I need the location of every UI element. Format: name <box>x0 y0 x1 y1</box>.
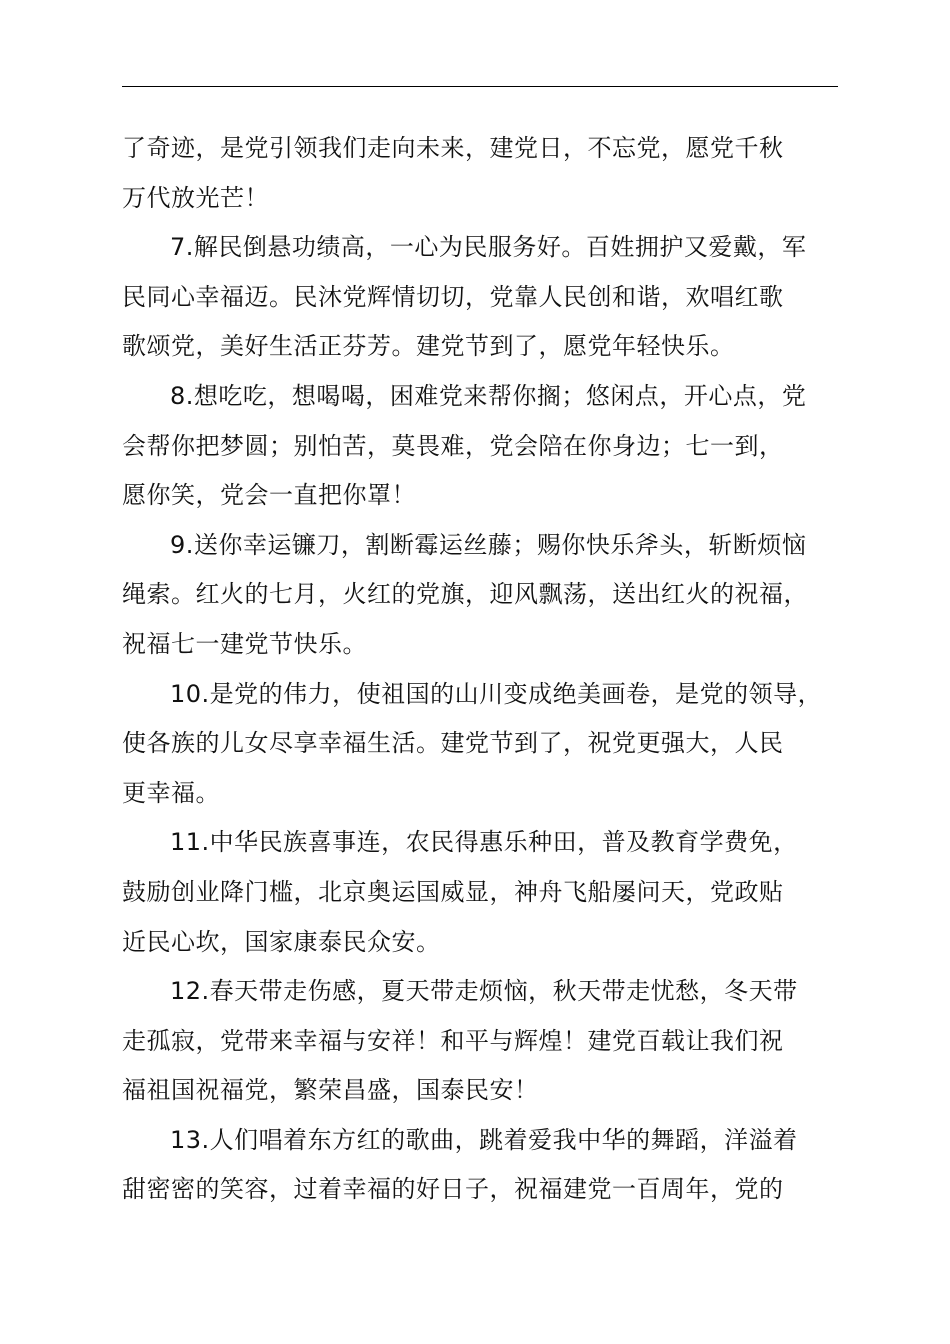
text-line: 会帮你把梦圆；别怕苦，莫畏难，党会陪在你身边；七一到， <box>122 431 784 460</box>
text-line: 了奇迹，是党引领我们走向未来，建党日，不忘党，愿党千秋 <box>122 134 784 162</box>
paragraph-p-10 <box>122 670 862 819</box>
text-line: 歌颂党，美好生活正芬芳。建党节到了，愿党年轻快乐。 <box>122 332 735 361</box>
text-line: 祝福七一建党节快乐。 <box>122 629 367 658</box>
text-line: 万代放光芒！ <box>122 183 269 212</box>
text-line: 7.解民倒悬功绩高，一心为民服务好。百姓拥护又爱戴，军 <box>170 233 807 262</box>
text-line: 走孤寂，党带来幸福与安祥！和平与辉煌！建党百载让我们祝 <box>122 1026 784 1055</box>
text-line: 福祖国祝福党，繁荣昌盛，国泰民安！ <box>122 1076 539 1105</box>
text-line: 9.送你幸运镰刀，割断霉运丝藤；赐你快乐斧头，斩断烦恼 <box>170 530 807 559</box>
text-line: 13.人们唱着东方红的歌曲，跳着爱我中华的舞蹈，洋溢着 <box>170 1125 798 1154</box>
header-rule <box>122 86 838 87</box>
text-line: 10.是党的伟力，使祖国的山川变成绝美画卷，是党的领导， <box>170 679 823 708</box>
document-body <box>122 124 862 1215</box>
paragraph-p-7 <box>122 223 862 372</box>
paragraph-p-8 <box>122 372 862 521</box>
text-line: 愿你笑，党会一直把你罩！ <box>122 481 416 510</box>
paragraph-p-13 <box>122 1116 862 1215</box>
text-line: 民同心幸福迈。民沐党辉情切切，党靠人民创和谐，欢唱红歌 <box>122 282 784 311</box>
text-line: 8.想吃吃，想喝喝，困难党来帮你搁；悠闲点，开心点，党 <box>170 381 807 410</box>
paragraph-p-12 <box>122 967 862 1116</box>
text-line: 12.春天带走伤感，夏天带走烦恼，秋天带走忧愁，冬天带 <box>170 977 798 1006</box>
text-line: 近民心坎，国家康泰民众安。 <box>122 927 441 956</box>
text-line: 绳索。红火的七月，火红的党旗，迎风飘荡，送出红火的祝福， <box>122 580 808 609</box>
text-line: 甜密密的笑容，过着幸福的好日子，祝福建党一百周年，党的 <box>122 1175 784 1204</box>
text-line: 使各族的儿女尽享幸福生活。建党节到了，祝党更强大，人民 <box>122 729 784 758</box>
text-line: 11.中华民族喜事连，农民得惠乐种田，普及教育学费免， <box>170 828 798 857</box>
paragraph-p-11 <box>122 818 862 967</box>
text-line: 更幸福。 <box>122 778 220 807</box>
paragraph-p-9 <box>122 521 862 670</box>
paragraph-p-continuation <box>122 124 862 223</box>
text-line: 鼓励创业降门槛，北京奥运国威显，神舟飞船屡问天，党政贴 <box>122 877 784 906</box>
